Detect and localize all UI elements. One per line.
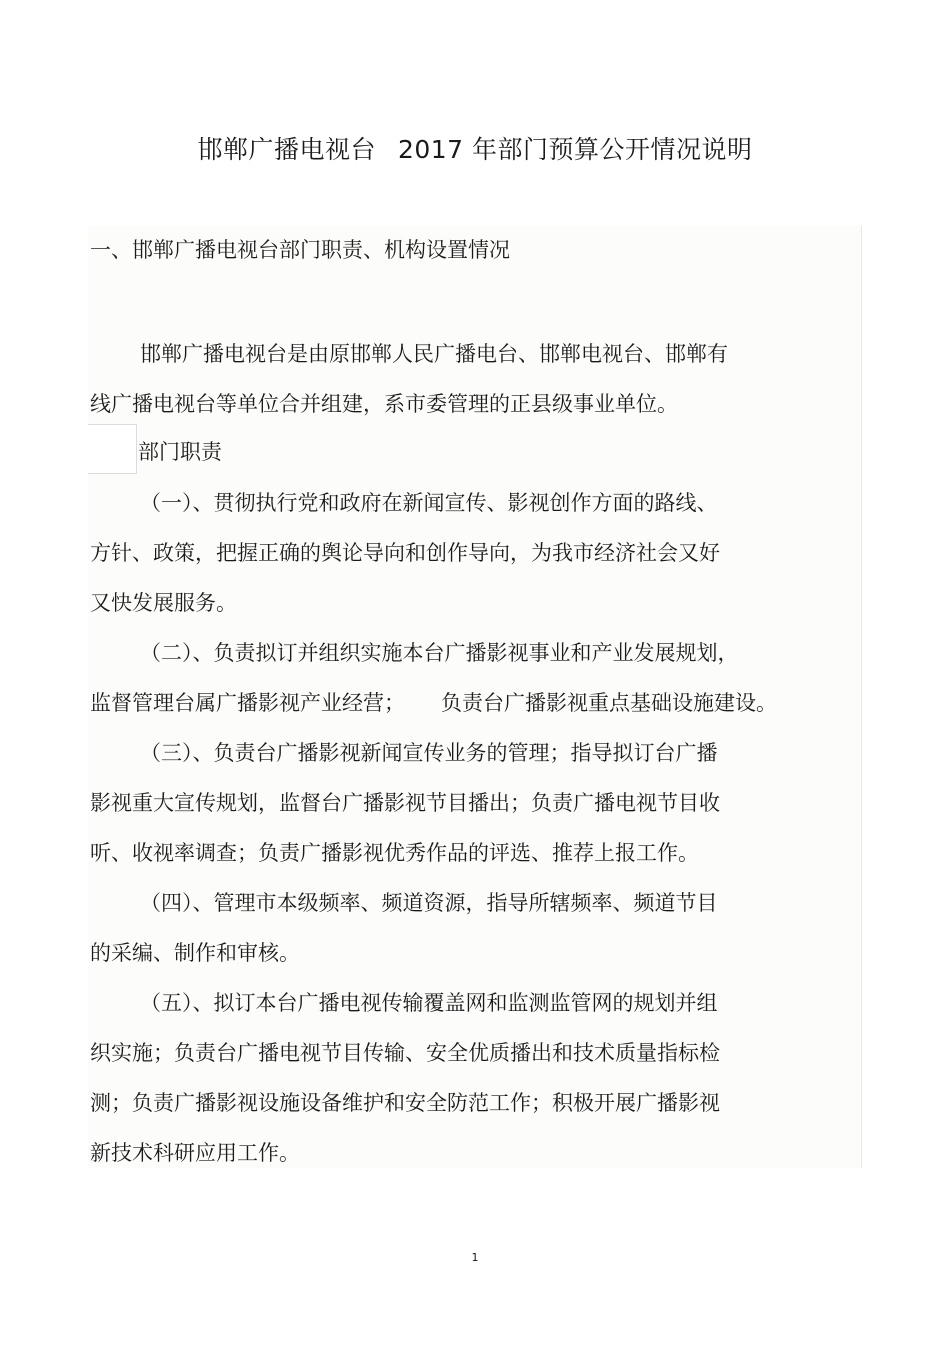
title-organization: 邯郸广播电视台 xyxy=(197,135,376,164)
duty-line: （一）、贯彻执行党和政府在新闻宣传、影视创作方面的路线、 xyxy=(140,491,718,515)
duties-heading: 部门职责 xyxy=(138,440,222,464)
duty-line: 新技术科研应用工作。 xyxy=(90,1141,300,1165)
document-body xyxy=(88,226,862,1168)
duty-line-part: 监督管理台属广播影视产业经营； xyxy=(90,691,405,715)
intro-line: 线广播电视台等单位合并组建，系市委管理的正县级事业单位。 xyxy=(90,392,678,416)
duty-line: （四）、管理市本级频率、频道资源，指导所辖频率、频道节目 xyxy=(140,891,718,915)
duty-line: （五）、拟订本台广播电视传输覆盖网和监测监管网的规划并组 xyxy=(140,991,718,1015)
duty-line-part: 负责台广播影视重点基础设施建设。 xyxy=(441,691,777,715)
intro-line: 邯郸广播电视台是由原邯郸人民广播电台、邯郸电视台、邯郸有 xyxy=(140,342,728,366)
duty-line: 的采编、制作和审核。 xyxy=(90,941,300,965)
section-heading: 一、邯郸广播电视台部门职责、机构设置情况 xyxy=(90,238,510,262)
duty-line: 影视重大宣传规划，监督台广播影视节目播出；负责广播电视节目收 xyxy=(90,791,720,815)
duty-line xyxy=(90,687,777,719)
duty-line: （三）、负责台广播影视新闻宣传业务的管理；指导拟订台广播 xyxy=(140,741,718,765)
page-number: 1 xyxy=(471,1251,479,1264)
duty-line: 测；负责广播影视设施设备维护和安全防范工作；积极开展广播影视 xyxy=(90,1091,720,1115)
duty-line: 织实施；负责台广播电视节目传输、安全优质播出和技术质量指标检 xyxy=(90,1041,720,1065)
page-title xyxy=(0,130,950,170)
title-subject: 2017 年部门预算公开情况说明 xyxy=(397,135,753,164)
duty-line: 方针、政策，把握正确的舆论导向和创作导向，为我市经济社会又好 xyxy=(90,541,720,565)
duty-line: 听、收视率调查；负责广播影视优秀作品的评选、推荐上报工作。 xyxy=(90,841,699,865)
heading-marker-box xyxy=(88,424,137,474)
duty-line: （二）、负责拟订并组织实施本台广播影视事业和产业发展规划， xyxy=(140,641,739,665)
duty-line: 又快发展服务。 xyxy=(90,591,237,615)
